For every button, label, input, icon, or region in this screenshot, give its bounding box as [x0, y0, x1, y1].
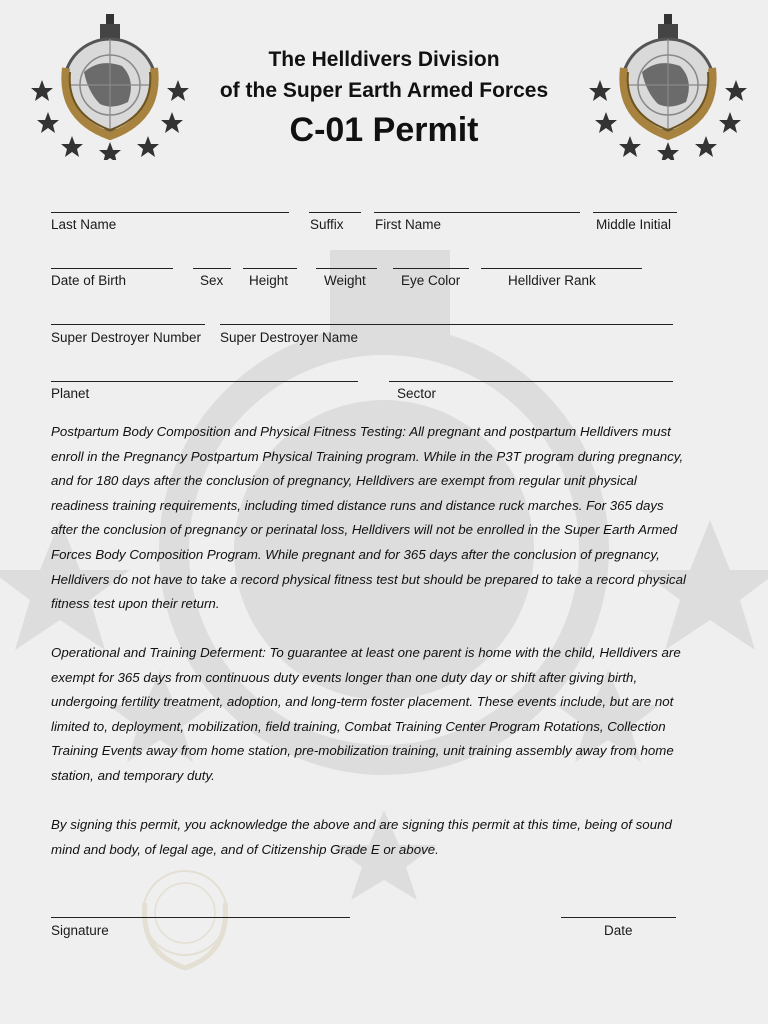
division-title: The Helldivers Division	[268, 48, 500, 71]
eye-color-label: Eye Color	[401, 273, 461, 288]
date-label: Date	[604, 923, 633, 938]
deferment-paragraph: Operational and Training Deferment: To guarantee at least one parent is home with the child, Helldivers are exempt for 365 days from continuous duty events longer than one duty day or shift after giving birth, undergoing fertility treatment, adoption, and long-term foster placement. These events include, but are not limited to, deployment, mobilization, field training, Combat Training Center Program Rotations, Collection Training Events away from home station, pre-mobilization training, unit training assembly away from home station, and temporary duty.	[51, 645, 681, 783]
eye-color-field[interactable]	[393, 268, 469, 269]
weight-label: Weight	[324, 273, 366, 288]
height-field[interactable]	[243, 268, 297, 269]
first-name-field[interactable]	[374, 212, 580, 213]
date-field[interactable]	[561, 917, 676, 918]
super-destroyer-name-field[interactable]	[220, 324, 673, 325]
super-destroyer-name-label: Super Destroyer Name	[220, 330, 359, 345]
suffix-field[interactable]	[309, 212, 361, 213]
planet-field[interactable]	[51, 381, 358, 382]
suffix-label: Suffix	[310, 217, 344, 232]
planet-label: Planet	[51, 386, 90, 401]
last-name-label: Last Name	[51, 217, 117, 232]
faint-seal-icon	[110, 858, 260, 978]
sex-label: Sex	[200, 273, 224, 288]
height-label: Height	[249, 273, 289, 288]
sex-field[interactable]	[193, 268, 231, 269]
signature-field[interactable]	[51, 917, 350, 918]
helldiver-rank-field[interactable]	[481, 268, 642, 269]
last-name-field[interactable]	[51, 212, 289, 213]
first-name-label: First Name	[375, 217, 442, 232]
middle-initial-field[interactable]	[593, 212, 677, 213]
postpartum-paragraph: Postpartum Body Composition and Physical Fitness Testing: All pregnant and postpartum Helldivers must enroll in the Pregnancy Postpartum Physical Training program. While in the P3T program during pregnancy, and for 180 days after the conclusion of pregnancy, Helldivers are exempt from regular unit physical readiness training requirements, including timed distance runs and distance ruck marches. For 365 days after the conclusion of pregnancy or perinatal loss, Helldivers will not be enrolled in the Super Earth Armed Forces Body Composition Program. While pregnant and for 365 days after the conclusion of pregnancy, Helldivers do not have to take a record physical fitness test but should be prepared to take a record physical fitness test upon their return.	[51, 424, 686, 612]
sector-field[interactable]	[389, 381, 673, 382]
sector-label: Sector	[397, 386, 437, 401]
super-destroyer-number-label: Super Destroyer Number	[51, 330, 202, 345]
middle-initial-label: Middle Initial	[596, 217, 672, 232]
weight-field[interactable]	[316, 268, 377, 269]
acknowledgement-paragraph: By signing this permit, you acknowledge the above and are signing this permit at this time, being of sound mind and body, of legal age, and of Citizenship Grade E or above.	[51, 817, 672, 857]
super-destroyer-number-field[interactable]	[51, 324, 205, 325]
helldiver-rank-label: Helldiver Rank	[508, 273, 596, 288]
date-of-birth-field[interactable]	[51, 268, 173, 269]
signature-label: Signature	[51, 923, 109, 938]
permit-title: C-01 Permit	[289, 111, 479, 149]
date-of-birth-label: Date of Birth	[51, 273, 127, 288]
forces-title: of the Super Earth Armed Forces	[219, 79, 549, 102]
